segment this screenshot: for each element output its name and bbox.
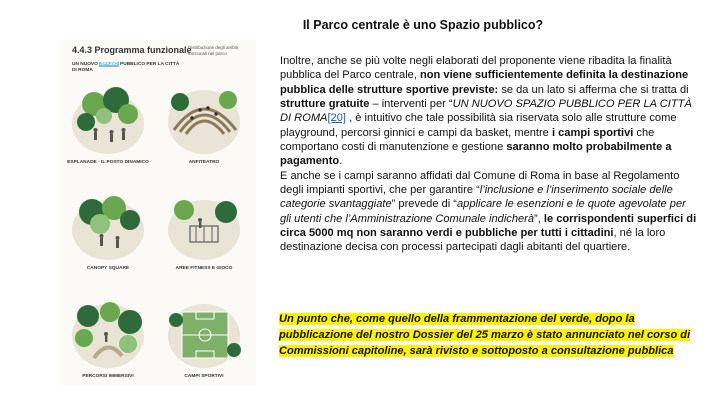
- highlighted-note: [279, 311, 699, 359]
- footnote-link[interactable]: [20]: [327, 112, 346, 125]
- p1-h: i campi sportivi: [551, 126, 634, 139]
- p1-b: non viene sufficientemente definita la destinazione pubblica delle strutture sportive previste:: [280, 69, 689, 96]
- body-text: [280, 54, 698, 255]
- p1-i: che comportano costi di manutenzione e gestione: [280, 126, 655, 154]
- figure-subtitle: [72, 62, 182, 74]
- paragraph-2: [280, 169, 698, 255]
- highlighted-note-text: Un punto che, come quello della frammentazione del verde, dopo la pubblicazione del nostro Dossier del 25 marzo è stato annunciato nel corso di Commissioni capitoline, sarà rivisto e sottoposto a consultazione pubblica: [279, 313, 691, 357]
- paragraph-1: [280, 54, 698, 169]
- cell-immersive-paths: [64, 298, 152, 380]
- figure-heading: 4.4.3 Programma funzionale: [72, 45, 192, 55]
- p1-j: saranno molto probabilmente a pagamento: [280, 141, 672, 168]
- figure-subtitle-post: PUBBLICO PER LA CITTÀ DI ROMA: [72, 62, 180, 73]
- figure-side-note: Distribuzione degli ambiti funzionali nel parco: [188, 45, 239, 56]
- p1-k: .: [339, 155, 343, 168]
- cell-label: CANOPY SQUARE: [86, 266, 130, 271]
- p2-f: le corrispondenti superfici di circa 5000 mq non saranno verdi e pubbliche per tutti i cittadini: [280, 212, 697, 240]
- cell-fitness-area: [160, 190, 248, 272]
- p2-d: applicare le esenzioni e le quote agevolate per gli utenti che l’Amministrazione Comunale indicherà: [280, 198, 686, 225]
- cell-anfiteatro: [160, 80, 248, 166]
- figure-subtitle-pre: UN NUOVO: [72, 62, 100, 67]
- p2-a: E anche se i campi saranno affidati dal Comune di Roma in base al Regolamento degli impianti sportivi, che per garantire “: [280, 169, 680, 197]
- p2-c: ” prevede di “: [391, 198, 458, 211]
- amphitheatre-illustration: [160, 80, 248, 158]
- p1-c: se da un lato si afferma che si tratta di: [498, 83, 689, 96]
- functional-program-figure: [60, 40, 256, 385]
- p2-b: l’inclusione e l’inserimento sociale delle categorie svantaggiate: [280, 184, 673, 211]
- sports-fields-illustration: [160, 298, 248, 372]
- cell-label: PERCORSI IMMERSIVI: [82, 374, 134, 379]
- cell-sports-fields: [160, 298, 248, 380]
- immersive-paths-illustration: [64, 298, 152, 372]
- figure-subtitle-highlight: SPAZIO: [100, 62, 118, 67]
- cell-esplanade: [64, 80, 152, 166]
- p2-e: ”,: [534, 212, 544, 225]
- p1-f: UN NUOVO SPAZIO PUBBLICO PER LA CITTÀ DI ROMA: [280, 98, 692, 125]
- slide-title: Il Parco centrale è uno Spazio pubblico?: [302, 18, 544, 32]
- cell-label: AREE FITNESS E GIOCO: [175, 266, 233, 271]
- p1-g: , è intuitivo che tale possibilità sia riservata solo alle strutture come playground, percorsi ginnici e campi da basket, mentre: [280, 112, 677, 139]
- cell-canopy-square: [64, 190, 152, 272]
- p1-d: strutture gratuite: [280, 98, 370, 111]
- p1-e: – interventi per “: [369, 98, 453, 111]
- esplanade-illustration: [64, 80, 152, 158]
- cell-label: ESPLANADE - IL POSTO DINAMICO: [67, 160, 149, 165]
- p1-a: Inoltre, anche se più volte negli elaborati del proponente viene ribadita la finalità pubblica del Parco centrale,: [280, 55, 672, 82]
- fitness-area-illustration: [160, 190, 248, 264]
- cell-label: CAMPI SPORTIVI: [184, 374, 224, 379]
- canopy-square-illustration: [64, 190, 152, 264]
- p2-g: , né la loro destinazione decisa con processi partecipati dagli abitanti del quartiere.: [280, 227, 666, 254]
- cell-label: ANFITEATRO: [188, 160, 220, 165]
